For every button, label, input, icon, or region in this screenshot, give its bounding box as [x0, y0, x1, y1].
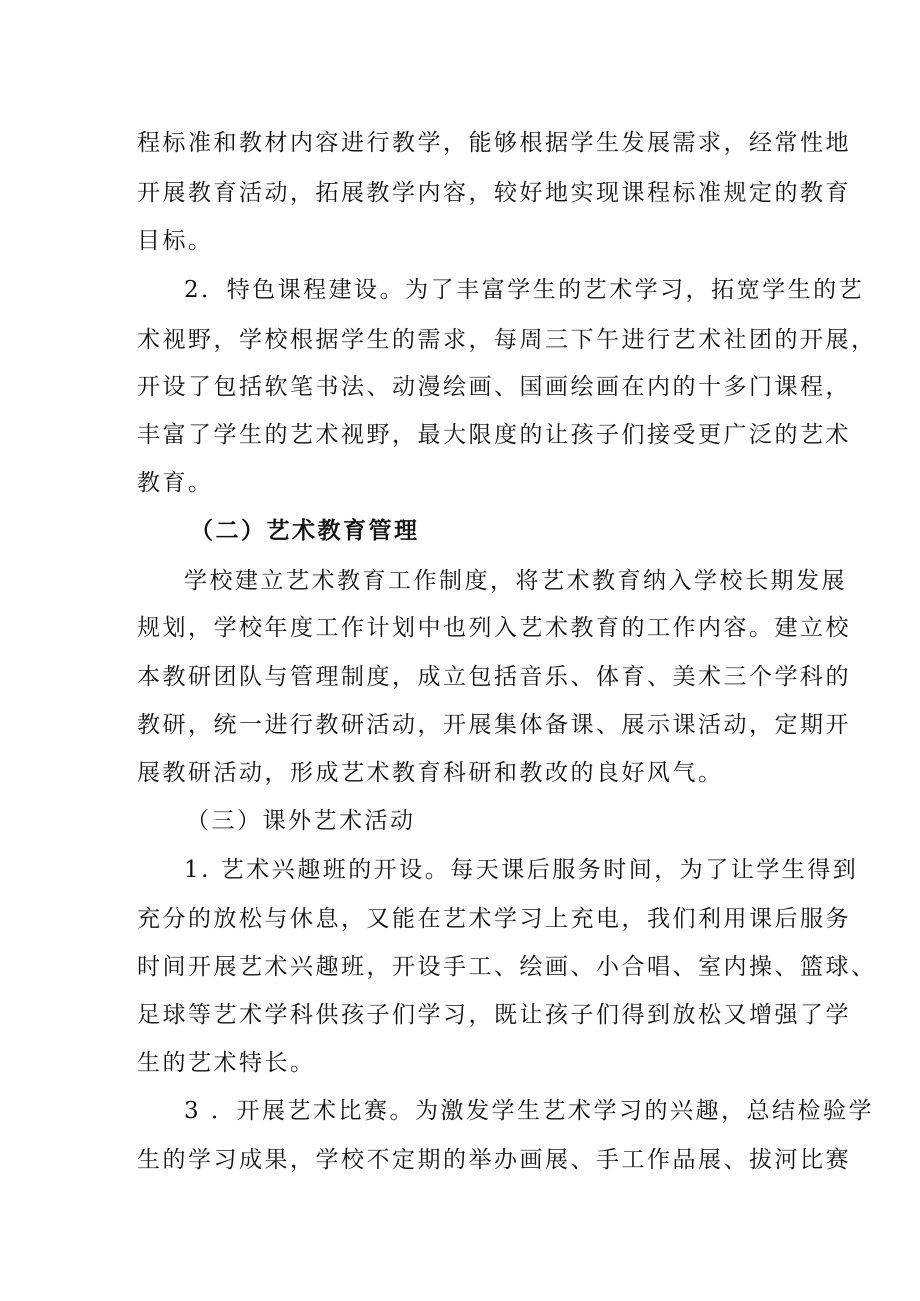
paragraph-line: 2．特色课程建设。为了丰富学生的艺术学习，拓宽学生的艺 — [184, 277, 865, 303]
paragraph-line: 本教研团队与管理制度，成立包括音乐、体育、美术三个学科的 — [137, 664, 851, 690]
paragraph-line: 目标。 — [137, 228, 214, 254]
paragraph-line: 规划，学校年度工作计划中也列入艺术教育的工作内容。建立校 — [137, 615, 851, 641]
paragraph-line: 时间开展艺术兴趣班，开设手工、绘画、小合唱、室内操、篮球、 — [137, 954, 877, 980]
section-heading: （二）艺术教育管理 — [190, 517, 420, 544]
section-heading: （三）课外艺术活动 — [186, 808, 416, 834]
paragraph-line: 开设了包括软笔书法、动漫绘画、国画绘画在内的十多门课程， — [137, 374, 851, 400]
paragraph-line: 丰富了学生的艺术视野，最大限度的让孩子们接受更广泛的艺术 — [137, 422, 851, 448]
paragraph-line: 学校建立艺术教育工作制度，将艺术教育纳入学校长期发展 — [184, 568, 847, 594]
paragraph-line: 程标准和教材内容进行教学，能够根据学生发展需求，经常性地 — [137, 130, 851, 156]
paragraph-line: 1. 艺术兴趣班的开设。每天课后服务时间，为了让学生得到 — [184, 857, 859, 883]
paragraph-line: 教研，统一进行教研活动，开展集体备课、展示课活动，定期开 — [137, 712, 851, 738]
paragraph-line: 开展教育活动，拓展教学内容，较好地实现课程标准规定的教育 — [137, 180, 851, 206]
paragraph-line: 充分的放松与休息，又能在艺术学习上充电，我们利用课后服务 — [137, 906, 851, 932]
paragraph-line: 术视野，学校根据学生的需求，每周三下午进行艺术社团的开展， — [137, 327, 877, 353]
paragraph-line: 生的艺术特长。 — [137, 1050, 316, 1076]
paragraph-line: 展教研活动，形成艺术教育科研和教改的良好风气。 — [137, 760, 724, 786]
paragraph-line: 教育。 — [137, 470, 214, 496]
paragraph-line: 生的学习成果，学校不定期的举办画展、手工作品展、拔河比赛 — [137, 1147, 851, 1173]
paragraph-line: 足球等艺术学科供孩子们学习，既让孩子们得到放松又增强了学 — [137, 1002, 851, 1028]
paragraph-line: 3 ．开展艺术比赛。为激发学生艺术学习的兴趣，总结检验学 — [184, 1098, 874, 1124]
